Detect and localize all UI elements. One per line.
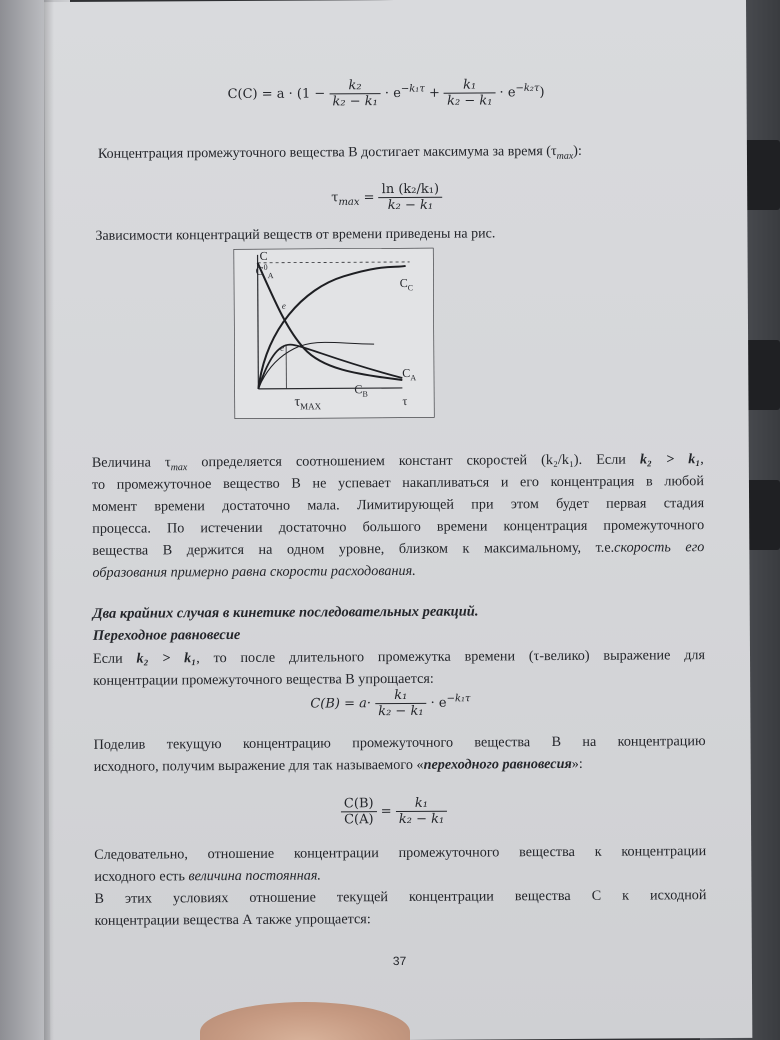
paragraph-5: В этих условиях отношение текущей концентрации вещества С к исходной концентрации вещества А также упрощается: (94, 887, 707, 929)
book-page (44, 0, 752, 1040)
label-e2: e (280, 342, 285, 353)
figure-caption: Зависимости концентраций веществ от времени приведены на рис. (95, 226, 496, 244)
formula-cc-lhs: C(C) = a · (1 − (227, 86, 326, 103)
page-number: 37 (392, 953, 407, 969)
paragraph-2: Если k₂ > k₁, то после длительного промежутка времени (τ-велико) выражение для концентрации промежуточного вещества В упрощается: (92, 647, 706, 689)
paragraph-3: Поделив текущую концентрацию промежуточного вещества В на концентрацию исходного, получим выражение для так называемого «переходного равновесия»: (93, 733, 706, 775)
label-e: e (281, 300, 286, 311)
formula-cb: C(B) = a· $\frac{\text{k₁}}{\text{k₂ − k₁}}$ · $e^{-k_1\tau}$ (310, 687, 471, 720)
paragraph-4: Следовательно, отношение концентрации промежуточного вещества к концентрации исходного есть величина постоянная. (94, 843, 707, 885)
label-tau: τ (402, 393, 408, 408)
kinetics-figure (234, 248, 435, 419)
formula-tmax: $\tau_{max}$ = $\frac{\text{ln (k₂/k₁)}}{\text{k₂ − k₁}}$ (331, 182, 442, 214)
formula-cc: C(C) = a · (1 − $\frac{\text{k₂}}{\text{k₂ − k₁}}$ · $e^{-k_1\tau}$ + $\frac{\text{k₁}}{\text{k₂ − k₁}}$ · $e^{-k_2\tau}$) (227, 77, 545, 110)
paragraph-1: Величина $\tau_{max}$ определяется соотношением констант скоростей (k₂/k₁). Если k₂ > k₁, то промежуточное вещество В не успевает накапливаться и его концентрация в любой момент времени достаточно мала. Лимитирующей при этом будет первая стадия процесса. По истечении достаточно большого времени концентрация промежуточного вещества В держится на одном уровне, близком к максимальному, т.е.скорость его образования примерно равна скорости расходования. (91, 451, 705, 581)
label-c0: $C^0_A$ (255, 262, 274, 281)
intro-sentence: Концентрация промежуточного вещества В достигает максимума за время $(\tau_{max})$: (97, 143, 582, 162)
label-ca: $C_A$ (402, 365, 417, 383)
page-gutter-shadow (44, 0, 54, 1040)
formula-ratio: $\frac{C(B)}{C(A)}$ = $\frac{\text{k₁}}{\text{k₂ − k₁}}$ (341, 796, 447, 828)
label-cb: $C_B$ (354, 382, 368, 399)
label-tmax: $\tau_{MAX}$ (294, 394, 322, 412)
formula-cc-frac1: $\frac{\text{k₂}}{\text{k₂ − k₁}}$ (329, 78, 381, 109)
heading-transient-equilibrium: Переходное равновесие (92, 626, 241, 644)
formula-cc-frac2: $\frac{\text{k₁}}{\text{k₂ − k₁}}$ (444, 77, 496, 108)
label-c: C (259, 248, 268, 263)
label-cc: $C_C$ (399, 275, 414, 293)
heading-extreme-cases: Два крайних случая в кинетике последовательных реакций. (92, 603, 479, 622)
